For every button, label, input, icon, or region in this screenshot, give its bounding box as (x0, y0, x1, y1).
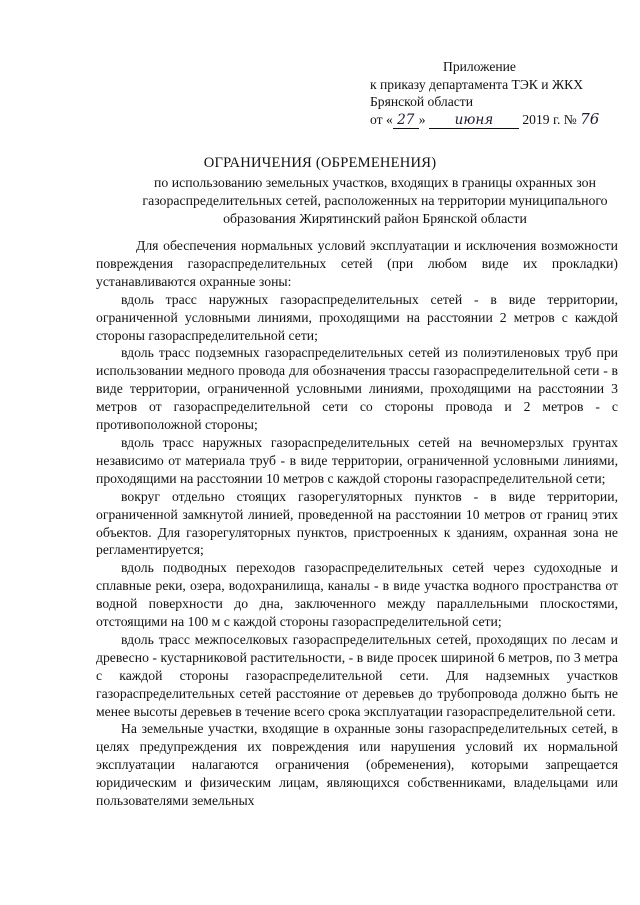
appendix-order-ref: к приказу департамента ТЭК и ЖКХ (370, 76, 584, 92)
document-body (96, 237, 618, 810)
document-title: ОГРАНИЧЕНИЯ (ОБРЕМЕНЕНИЯ) (203, 155, 437, 171)
appendix-header (370, 58, 632, 129)
paragraph-intro: Для обеспечения нормальных условий эксплуатации и исключения возможности повреждения газораспределительных сетей (при любом виде их прокладки) устанавливаются охранные зоны: (96, 238, 618, 289)
paragraph-permafrost-networks: вдоль трасс наружных газораспределительных сетей на вечномерзлых грунтах независимо от материала труб - в виде территории, ограниченной условными линиями, проходящими на расстоянии 10 метров с каждой стороны газораспределительной сети; (96, 434, 618, 486)
handwritten-day: 27 (393, 113, 419, 129)
document-subtitle: по использованию земельных участков, входящих в границы охранных зон газораспределительных сетей, расположенных на территории муниципального образования Жирятинский район Брянской области (142, 175, 608, 226)
paragraph-regulator-points: вокруг отдельно стоящих газорегуляторных пунктов - в виде территории, ограниченной замкнутой линией, проведенной на расстоянии 10 метров от границ этих объектов. Для газорегуляторных пунктов, пристроенных к зданиям, охранная зона не регламентируется; (96, 488, 618, 558)
date-year: 2019 г. № (522, 111, 577, 127)
paragraph-underwater-crossings: вдоль подводных переходов газораспределительных сетей через судоходные и сплавные реки, озера, водохранилища, каналы - в виде участка водного пространства от водной поверхности до дна, заключенного между параллельными плоскостями, отстоящими на 100 м с каждой стороны газораспределительной сети; (96, 560, 618, 630)
paragraph-land-restrictions: На земельные участки, входящие в охранные зоны газораспределительных сетей, в целях предупреждения их повреждения или нарушения условий их нормальной эксплуатации налагаются ограничения (обременения), которыми запрещается юридическим и физическим лицам, являющихся собственниками, владельцами или пользователями земельных (96, 721, 618, 809)
paragraph-forest-networks: вдоль трасс межпоселковых газораспределительных сетей, проходящих по лесам и древесно - кустарниковой растительности, - в виде просек шириной 6 метров, по 3 метра с каждой стороны газораспределительной сети. Для надземных участков газораспределительных сетей расстояние от деревьев до трубопровода должно быть не менее высоты деревьев в течение всего срока эксплуатации газораспределительной сети. (96, 631, 618, 719)
appendix-date-line (370, 111, 632, 129)
handwritten-order-number: 76 (580, 109, 600, 128)
appendix-region: Брянской области (370, 94, 473, 109)
date-mid: » (418, 111, 426, 127)
paragraph-overhead-networks: вдоль трасс наружных газораспределительных сетей - в виде территории, ограниченной условными линиями, проходящими на расстоянии 2 метров с каждой стороны газораспределительной сети; (96, 291, 618, 343)
appendix-label: Приложение (443, 59, 516, 74)
date-prefix: от « (370, 111, 393, 127)
paragraph-underground-networks: вдоль трасс подземных газораспределительных сетей из полиэтиленовых труб при использовании медного провода для обозначения трассы газораспределительной сети - в виде территории, ограниченной условными линиями, проходящими на расстоянии 3 метров от газораспределительной сети со стороны провода и 2 метров - с противоположной стороны; (96, 345, 618, 433)
handwritten-month: июня (429, 113, 519, 129)
